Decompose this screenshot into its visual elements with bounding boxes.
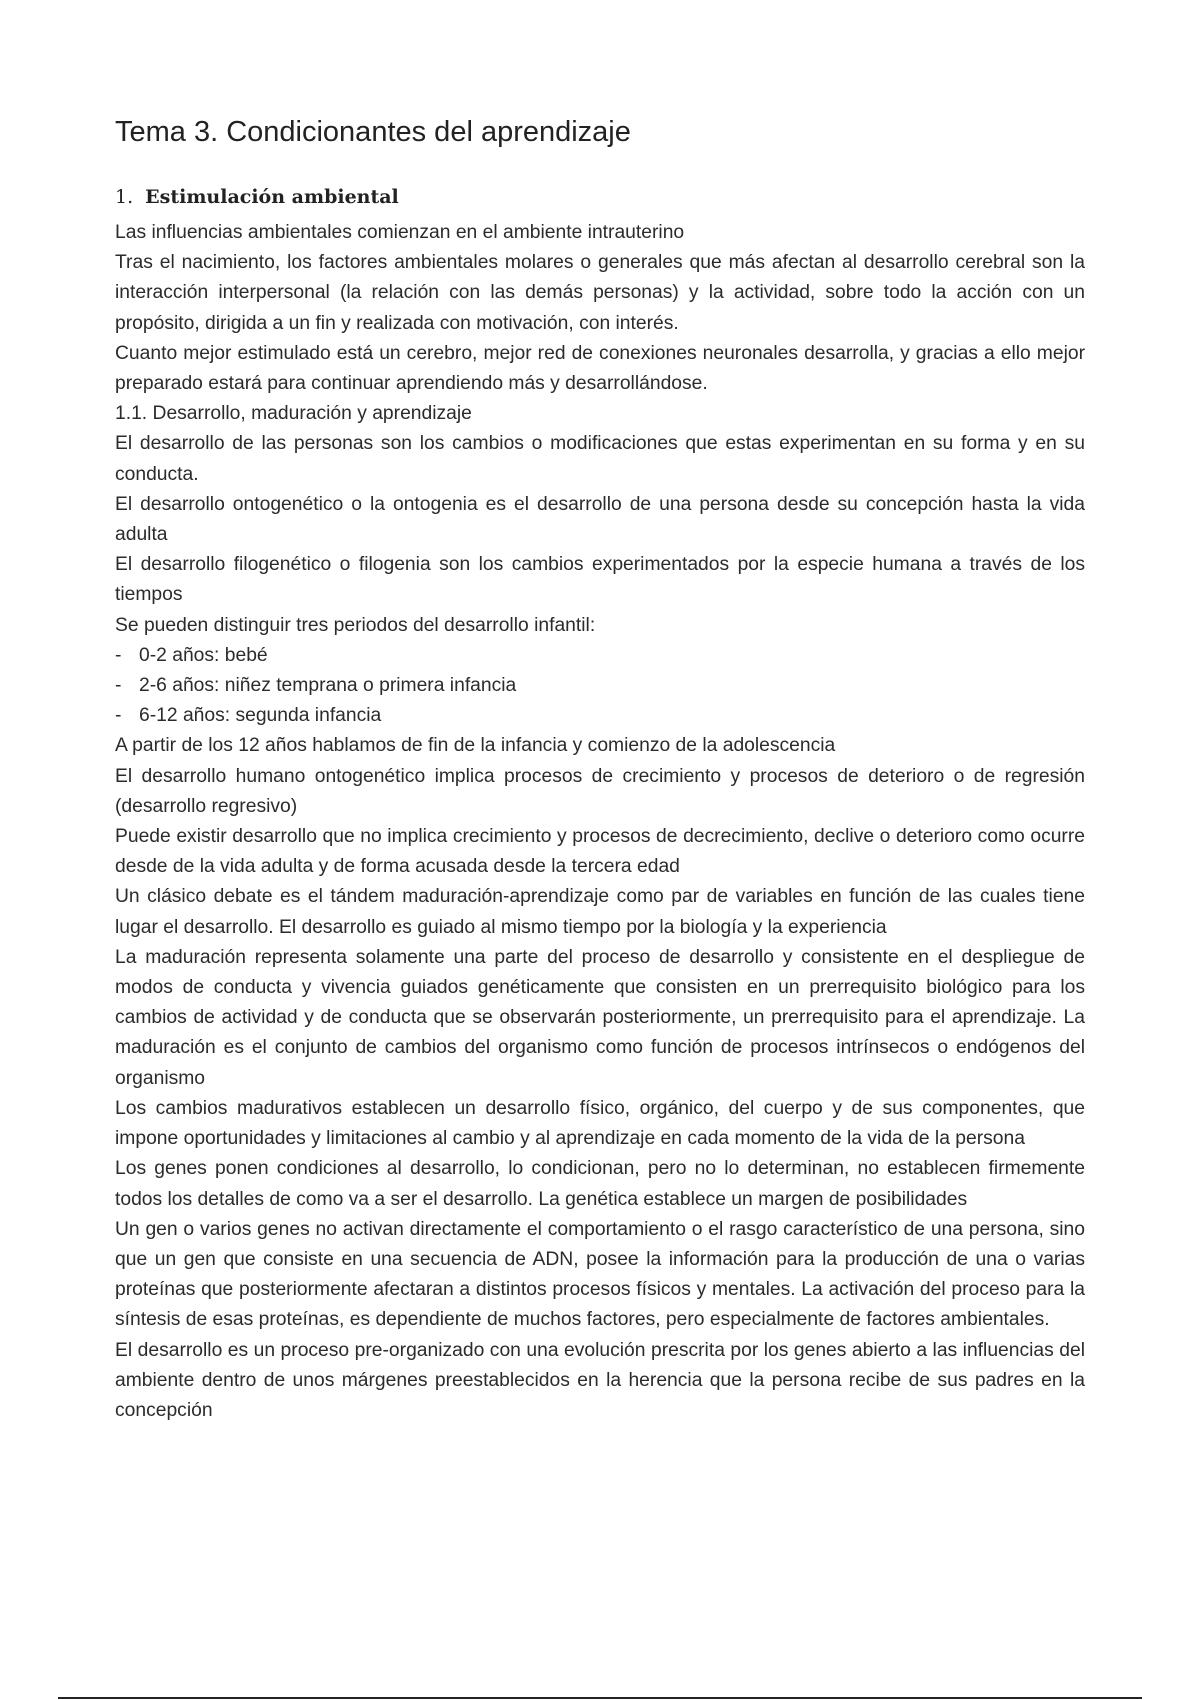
paragraph: Las influencias ambientales comienzan en el ambiente intrauterino: [115, 222, 685, 243]
list-item: [115, 641, 1085, 671]
paragraph: Un gen o varios genes no activan directamente el comportamiento o el rasgo característico de una persona, sino que un gen que consiste en una secuencia de ADN, posee la información para la producción de una o varias proteínas que posteriormente afectaran a distintos procesos físicos y mentales. La activación del proceso para la síntesis de esas proteínas, es dependiente de muchos factores, pero especialmente de factores ambientales.: [115, 1218, 1085, 1331]
page-title: Tema 3. Condicionantes del aprendizaje: [115, 116, 631, 148]
paragraph: Los genes ponen condiciones al desarrollo, lo condicionan, pero no lo determinan, no establecen firmemente todos los detalles de como va a ser el desarrollo. La genética establece un margen de posibilidades: [115, 1158, 1085, 1210]
paragraph: Cuanto mejor estimulado está un cerebro, mejor red de conexiones neuronales desarrolla, y gracias a ello mejor preparado estará para continuar aprendiendo más y desarrollándose.: [115, 342, 1085, 395]
dash-bullet: -: [115, 675, 122, 697]
paragraph: El desarrollo es un proceso pre-organizado con una evolución prescrita por los genes abierto a las influencias del ambiente dentro de unos márgenes preestablecidos en la herencia que la persona recibe de sus padres en la concepción: [115, 1339, 1085, 1421]
section-heading: [115, 182, 1085, 212]
list-item-text: 2-6 años: niñez temprana o primera infancia: [139, 675, 517, 697]
paragraph: El desarrollo de las personas son los cambios o modificaciones que estas experimentan en su forma y en su conducta.: [115, 433, 1085, 485]
paragraph: A partir de los 12 años hablamos de fin de la infancia y comienzo de la adolescencia: [115, 735, 836, 757]
list-item: [115, 671, 1085, 701]
footer-divider: [58, 1697, 1142, 1699]
dash-bullet: -: [115, 705, 122, 727]
paragraph: Los cambios madurativos establecen un desarrollo físico, orgánico, del cuerpo y de sus componentes, que impone oportunidades y limitaciones al cambio y al aprendizaje en cada momento de la vida de la persona: [115, 1097, 1085, 1150]
paragraph: El desarrollo ontogenético o la ontogenia es el desarrollo de una persona desde su concepción hasta la vida adulta: [115, 493, 1085, 546]
paragraph: Puede existir desarrollo que no implica crecimiento y procesos de decrecimiento, declive o deterioro como ocurre desde de la vida adulta y de forma acusada desde la tercera edad: [115, 826, 1085, 878]
list-item: [115, 701, 1085, 731]
list-item-text: 0-2 años: bebé: [139, 644, 268, 666]
paragraph: Se pueden distinguir tres periodos del desarrollo infantil:: [115, 614, 596, 636]
dash-bullet: -: [115, 644, 122, 666]
paragraph: La maduración representa solamente una parte del proceso de desarrollo y consistente en el despliegue de modos de conducta y vivencia guiados genéticamente que consisten en un prerrequisito biológico para los cambios de actividad y de conducta que se observarán posteriormente, un prerrequisito para el aprendizaje. La maduración es el conjunto de cambios del organismo como función de procesos intrínsecos o endógenos del organismo: [115, 946, 1085, 1089]
section-number: 1.: [115, 186, 134, 208]
document-page: [115, 112, 1085, 1426]
paragraph: Un clásico debate es el tándem maduración-aprendizaje como par de variables en función de las cuales tiene lugar el desarrollo. El desarrollo es guiado al mismo tiempo por la biología y la experiencia: [115, 886, 1085, 938]
paragraph: El desarrollo humano ontogenético implica procesos de crecimiento y procesos de deterioro o de regresión (desarrollo regresivo): [115, 765, 1085, 817]
subsection-heading: 1.1. Desarrollo, maduración y aprendizaje: [115, 403, 472, 425]
paragraph: Tras el nacimiento, los factores ambientales molares o generales que más afectan al desarrollo cerebral son la interacción interpersonal (la relación con las demás personas) y la actividad, sobre todo la acción con un propósito, dirigida a un fin y realizada con motivación, con interés.: [115, 252, 1085, 334]
periods-list: [115, 641, 1085, 732]
paragraph: El desarrollo filogenético o filogenia son los cambios experimentados por la especie humana a través de los tiempos: [115, 554, 1085, 606]
section-title: Estimulación ambiental: [145, 186, 399, 208]
list-item-text: 6-12 años: segunda infancia: [139, 705, 382, 727]
